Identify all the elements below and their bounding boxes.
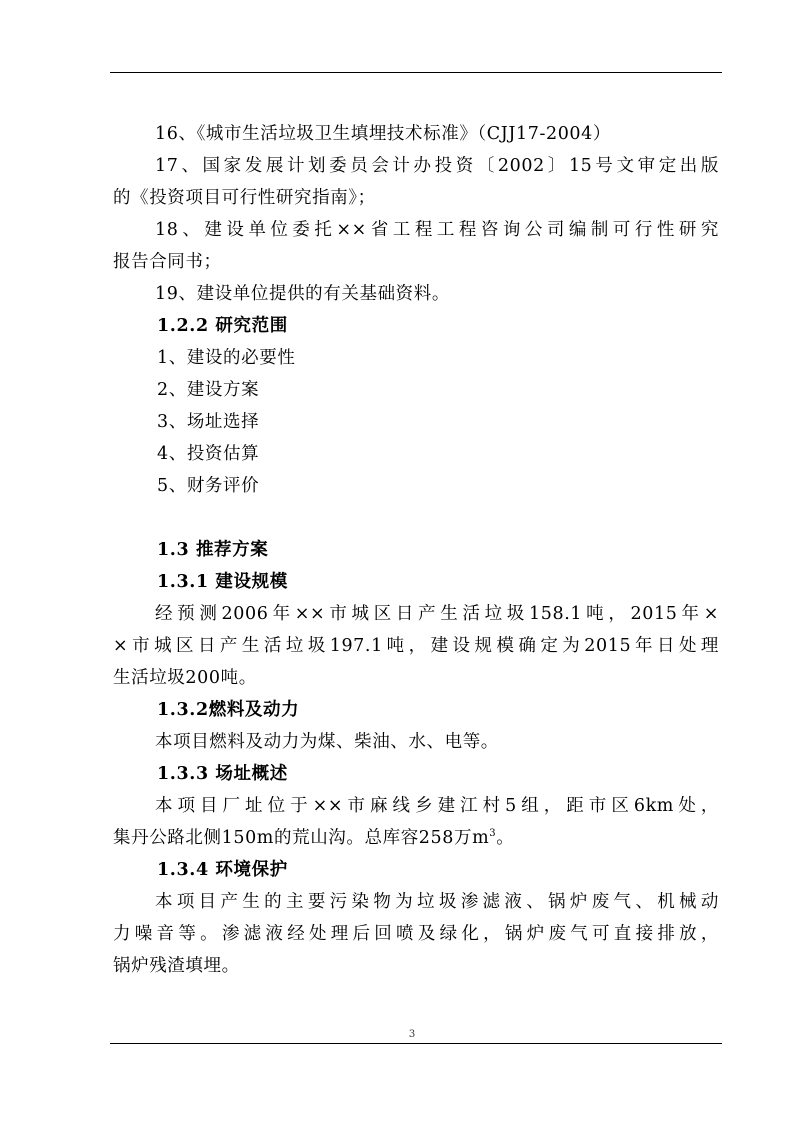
heading-1-2-2: 1.2.2 研究范围: [157, 316, 288, 336]
reference-18-line-2: 报告合同书；: [113, 252, 222, 272]
environment-paragraph-line-1: 本项目产生的主要污染物为垃圾渗滤液、锅炉废气、机械动: [155, 892, 719, 912]
cubic-superscript: 3: [489, 828, 497, 840]
scale-paragraph-line-3: 生活垃圾200吨。: [113, 668, 257, 688]
page-number: 3: [408, 1029, 416, 1040]
heading-1-3-4: 1.3.4 环境保护: [157, 860, 288, 880]
reference-19: 19、建设单位提供的有关基础资料。: [155, 284, 450, 304]
header-rule: [110, 72, 722, 73]
environment-paragraph-line-2: 力噪音等。渗滤液经处理后回喷及绿化，锅炉废气可直接排放，: [113, 924, 719, 944]
site-paragraph-text: 集丹公路北侧150m的荒山沟。总库容258万m: [113, 828, 490, 848]
blank-line: [113, 502, 719, 534]
heading-1-3: 1.3 推荐方案: [157, 540, 269, 560]
reference-17-line-2: 的《投资项目可行性研究指南》；: [113, 188, 376, 208]
site-paragraph-line-2: [113, 822, 719, 854]
scope-item: 2、建设方案: [157, 380, 260, 400]
reference-17-line-1: 17、国家发展计划委员会计办投资〔2002〕15号文审定出版: [155, 156, 719, 176]
document-body: [113, 118, 719, 982]
environment-paragraph-line-3: 锅炉残渣填埋。: [113, 956, 240, 976]
fuel-paragraph: 本项目燃料及动力为煤、柴油、水、电等。: [155, 732, 499, 752]
heading-1-3-2: 1.3.2燃料及动力: [157, 700, 300, 720]
reference-18-line-1: 18、建设单位委托××省工程工程咨询公司编制可行性研究: [155, 220, 719, 240]
scale-paragraph-line-1: 经预测2006年××市城区日产生活垃圾158.1吨，2015年×: [155, 604, 719, 624]
footer-rule: [110, 1043, 722, 1044]
scope-item: 1、建设的必要性: [157, 348, 296, 368]
heading-1-3-3: 1.3.3 场址概述: [157, 764, 288, 784]
scope-item: 5、财务评价: [157, 476, 260, 496]
scale-paragraph-line-2: ×市城区日产生活垃圾197.1吨，建设规模确定为2015年日处理: [113, 636, 719, 656]
site-paragraph-end: 。: [496, 828, 515, 848]
site-paragraph-line-1: 本项目厂址位于××市麻线乡建江村5组，距市区6km处，: [155, 796, 719, 816]
heading-1-3-1: 1.3.1 建设规模: [157, 572, 288, 592]
reference-16: 16、《城市生活垃圾卫生填埋技术标准》（CJJ17-2004）: [155, 124, 612, 144]
scope-item: 4、投资估算: [157, 444, 260, 464]
scope-item: 3、场址选择: [157, 412, 260, 432]
